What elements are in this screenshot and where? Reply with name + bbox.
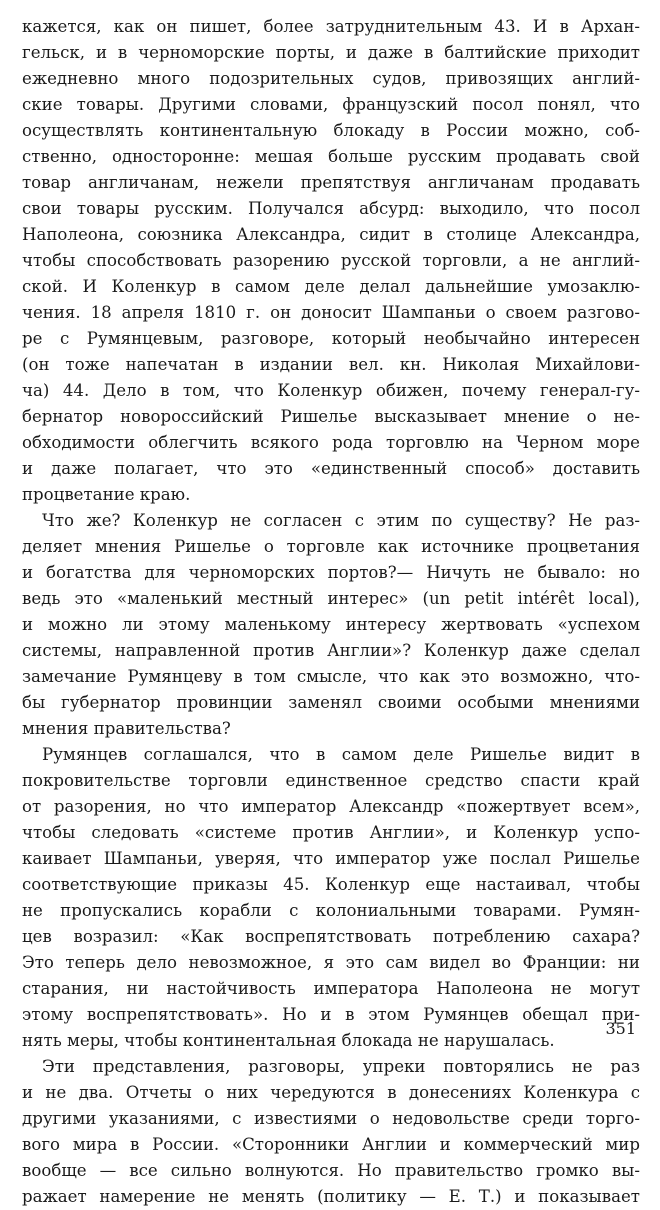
text-line: бернатор новороссийский Ришелье высказывает мнение о не- [22,407,640,426]
text-line: этому воспрепятствовать». Но и в этом Румянцев обещал при- [22,1005,640,1024]
text-line: процветание краю. [22,485,191,504]
text-line: цев возразил: «Как воспрепятствовать потреблению сахара? [22,927,640,946]
text-line: от разорения, но что император Александр «пожертвует всем», [22,797,640,816]
text-line: другими указаниями, с известиями о недовольстве среди торго- [22,1109,640,1128]
text-line: ские товары. Другими словами, французский посол понял, что [22,95,640,114]
text-line: осуществлять континентальную блокаду в России можно, соб- [22,121,640,140]
text-line: (он тоже напечатан в издании вел. кн. Николая Михайлови- [22,355,640,374]
text-line: обходимости облегчить всякого рода торговлю на Черном море [22,433,640,452]
text-line: замечание Румянцеву в том смысле, что как это возможно, что- [22,667,640,686]
text-line: Наполеона, союзника Александра, сидит в столице Александра, [22,225,640,244]
text-line: ча) 44. Дело в том, что Коленкур обижен, почему генерал-гу- [22,381,640,400]
text-line: кажется, как он пишет, более затруднительным 43. И в Архан- [22,17,640,36]
text-line: Что же? Коленкур не согласен с этим по существу? Не раз- [42,511,640,530]
body-text [22,14,640,1210]
text-line: каивает Шампаньи, уверяя, что император уже послал Ришелье [22,849,640,868]
text-line: не пропускались корабли с колониальными товарами. Румян- [22,901,640,920]
text-line: гельск, и в черноморские порты, и даже в балтийские приходит [22,43,640,62]
text-line: вообще — все сильно волнуются. Но правительство громко вы- [22,1161,640,1180]
text-line: и даже полагает, что это «единственный способ» доставить [22,459,640,478]
text-line: вого мира в России. «Сторонники Англии и коммерческий мир [22,1135,640,1154]
text-line: системы, направленной против Англии»? Коленкур даже сделал [22,641,640,660]
text-line: ежедневно много подозрительных судов, привозящих англий- [22,69,640,88]
text-line: Эти представления, разговоры, упреки повторялись не раз [42,1057,640,1076]
page-number: 351 [605,1019,636,1038]
text-line: чения. 18 апреля 1810 г. он доносит Шампаньи о своем разгово- [22,303,640,322]
text-line: мнения правительства? [22,719,231,738]
text-line: ственно, односторонне: мешая больше русским продавать свой [22,147,640,166]
text-line: товар англичанам, нежели препятствуя англичанам продавать [22,173,640,192]
book-page [22,14,640,1206]
text-line: чтобы следовать «системе против Англии», и Коленкур успо- [22,823,640,842]
text-line: покровительстве торговли единственное средство спасти край [22,771,640,790]
text-line: нять меры, чтобы континентальная блокада не нарушалась. [22,1031,555,1050]
text-line: Это теперь дело невозможное, я это сам видел во Франции: ни [22,953,640,972]
text-line: соответствующие приказы 45. Коленкур еще настаивал, чтобы [22,875,640,894]
text-line: ведь это «маленький местный интерес» (un petit intérêt local), [22,589,640,608]
text-line: ражает намерение не менять (политику — Е. Т.) и показывает [22,1187,640,1206]
text-line: ре с Румянцевым, разговоре, который необычайно интересен [22,329,640,348]
text-line: и богатства для черноморских портов?— Ничуть не бывало: но [22,563,640,582]
text-line: Румянцев соглашался, что в самом деле Ришелье видит в [42,745,640,764]
text-line: деляет мнения Ришелье о торговле как источнике процветания [22,537,640,556]
text-line: и не два. Отчеты о них чередуются в донесениях Коленкура с [22,1083,640,1102]
text-line: старания, ни настойчивость императора Наполеона не могут [22,979,640,998]
text-line: и можно ли этому маленькому интересу жертвовать «успехом [22,615,640,634]
text-line: ской. И Коленкур в самом деле делал дальнейшие умозаклю- [22,277,640,296]
text-line: свои товары русским. Получался абсурд: выходило, что посол [22,199,640,218]
text-line: чтобы способствовать разорению русской торговли, а не англий- [22,251,640,270]
text-line: бы губернатор провинции заменял своими особыми мнениями [22,693,640,712]
